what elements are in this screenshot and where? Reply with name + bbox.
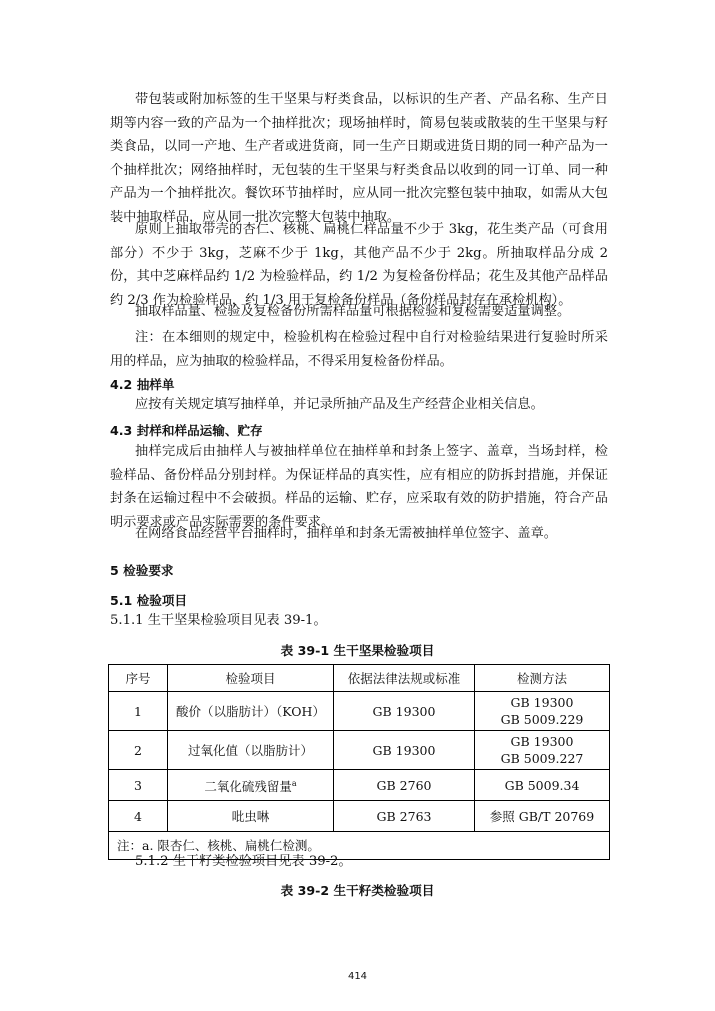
cell-item: 过氧化值（以脂肪计） (168, 731, 334, 770)
header-item: 检验项目 (168, 665, 334, 692)
table-row (109, 801, 610, 832)
inspection-items-table (108, 664, 610, 860)
table-39-1-caption: 表 39-1 生干坚果检验项目 (280, 643, 435, 658)
paragraph-sampling-form: 应按有关规定填写抽样单，并记录所抽产品及生产经营企业相关信息。 (135, 397, 544, 412)
cell-item: 酸价（以脂肪计）（KOH） (168, 692, 334, 731)
item-text: 二氧化硫残留量 (204, 779, 292, 795)
method-line-2: GB 5009.229 (500, 712, 584, 727)
line-5-1-1: 5.1.1 生干坚果检验项目见表 39-1。 (110, 613, 327, 628)
cell-basis: GB 19300 (334, 692, 475, 731)
cell-basis: GB 2763 (334, 801, 475, 832)
header-no: 序号 (109, 665, 168, 692)
heading-5: 5 检验要求 (110, 563, 174, 578)
paragraph-sample-adjust: 抽取样品量、检验及复检备份所需样品量可根据检验和复检需要适量调整。 (135, 304, 571, 319)
paragraph-batch-definition: 带包装或附加标签的生干坚果与籽类食品，以标识的生产者、产品名称、生产日期等内容一致的产品为一个抽样批次；现场抽样时，简易包装或散装的生干坚果与籽类食品，以同一产地、生产者或进货商，同一生产日期或进货日期的同一种产品为一个抽样批次；网络抽样时，无包装的生干坚果与籽类食品以收到的同一订单、同一种产品为一个抽样批次。餐饮环节抽样时，应从同一批次完整包装中抽取，如需从大包装中抽取样品，应从同一批次完整大包装中抽取。 (110, 92, 608, 225)
header-basis: 依据法律法规或标准 (334, 665, 475, 692)
header-method: 检测方法 (475, 665, 610, 692)
table-row (109, 770, 610, 801)
table-39-2-caption: 表 39-2 生干籽类检验项目 (280, 883, 435, 898)
paragraph-sealing: 抽样完成后由抽样人与被抽样单位在抽样单和封条上签字、盖章，当场封样，检验样品、备份样品分别封样。为保证样品的真实性，应有相应的防拆封措施，并保证封条在运输过程中不会破损。样品的运输、贮存，应采取有效的防护措施，符合产品明示要求或产品实际需要的条件要求。 (110, 444, 608, 530)
cell-basis: GB 2760 (334, 770, 475, 801)
cell-item: 吡虫啉 (168, 801, 334, 832)
footnote-marker: a (291, 778, 297, 788)
cell-no: 3 (109, 770, 168, 801)
page-number: 414 (347, 971, 368, 982)
line-5-1-2: 5.1.2 生干籽类检验项目见表 39-2。 (135, 854, 352, 869)
table-header-row (109, 665, 610, 692)
paragraph-sample-quantity: 原则上抽取带壳的杏仁、核桃、扁桃仁样品量不少于 3kg，花生类产品（可食用部分）不少于 3kg，芝麻不少于 1kg，其他产品不少于 2kg。所抽取样品分成 2 份，其中芝麻样品约 1/2 为检验样品，约 1/2 为复检备份样品；花生及其他产品样品约 2/3 作为检验样品，约 1/3 用于复检备份样品（备份样品封存在承检机构）。 (110, 222, 608, 308)
cell-no: 1 (109, 692, 168, 731)
cell-basis: GB 19300 (334, 731, 475, 770)
table-row (109, 692, 610, 731)
cell-no: 2 (109, 731, 168, 770)
paragraph-note-retest: 注：在本细则的规定中，检验机构在检验过程中自行对检验结果进行复验时所采用的样品，应为抽取的检验样品，不得采用复检备份样品。 (110, 330, 608, 369)
cell-method (475, 731, 610, 770)
cell-method (475, 692, 610, 731)
cell-no: 4 (109, 801, 168, 832)
table-row (109, 731, 610, 770)
method-line-1: GB 19300 (510, 695, 574, 710)
heading-5-1: 5.1 检验项目 (110, 593, 188, 608)
method-line-2: GB 5009.227 (500, 751, 584, 766)
cell-method: GB 5009.34 (475, 770, 610, 801)
cell-method: 参照 GB/T 20769 (475, 801, 610, 832)
heading-4-3: 4.3 封样和样品运输、贮存 (110, 423, 263, 438)
method-line-1: GB 19300 (510, 734, 574, 749)
heading-4-2: 4.2 抽样单 (110, 377, 175, 392)
table-note: 注：a. 限杏仁、核桃、扁桃仁检测。 (109, 832, 610, 860)
cell-item (168, 770, 334, 801)
paragraph-online-sampling: 在网络食品经营平台抽样时，抽样单和封条无需被抽样单位签字、盖章。 (135, 526, 557, 541)
